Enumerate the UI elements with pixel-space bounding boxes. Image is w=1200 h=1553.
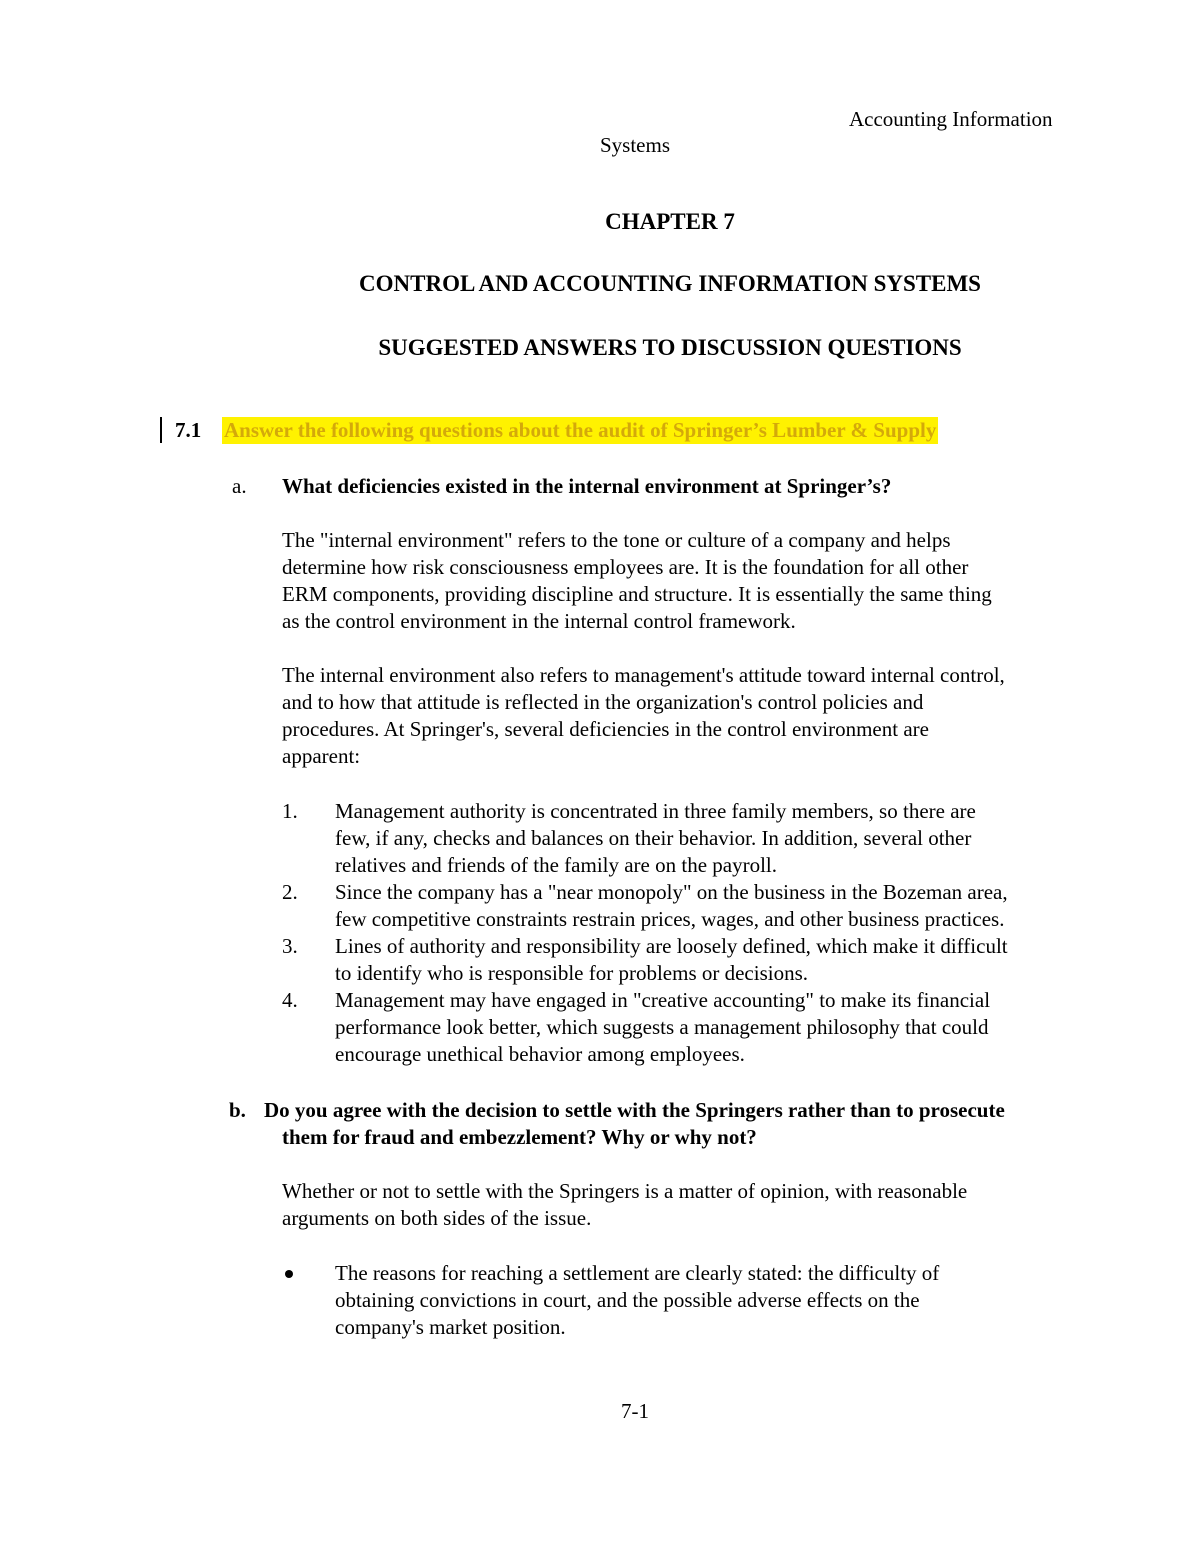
part-a-question: What deficiencies existed in the internal environment at Springer’s? (282, 474, 892, 498)
part-a-para1-line2: determine how risk consciousness employees are. It is the foundation for all other (282, 555, 969, 579)
question-text-highlighted: Answer the following questions about the audit of Springer’s Lumber & Supply (224, 418, 937, 442)
list-item-line: Since the company has a "near monopoly" on the business in the Bozeman area, (335, 880, 1008, 904)
part-a-para2-line1: The internal environment also refers to management's attitude toward internal control, (282, 663, 1005, 687)
list-item-line: relatives and friends of the family are on the payroll. (335, 853, 778, 877)
list-item-line: Lines of authority and responsibility are loosely defined, which make it difficult (335, 934, 1008, 958)
list-item-line: Management authority is concentrated in three family members, so there are (335, 799, 976, 823)
part-b-question-line2: them for fraud and embezzlement? Why or why not? (282, 1125, 757, 1149)
list-item-number: 2. (282, 880, 298, 904)
section-subtitle: SUGGESTED ANSWERS TO DISCUSSION QUESTIONS (378, 335, 962, 360)
running-header-line1: Accounting Information (849, 107, 1053, 131)
part-b-para1-line2: arguments on both sides of the issue. (282, 1206, 592, 1230)
question-number: 7.1 (175, 418, 202, 442)
list-item-number: 4. (282, 988, 298, 1012)
bullet-line: The reasons for reaching a settlement are clearly stated: the difficulty of (335, 1261, 940, 1285)
list-item-line: to identify who is responsible for problems or decisions. (335, 961, 809, 985)
part-b-label: b. (229, 1098, 246, 1122)
part-b-question-line1: Do you agree with the decision to settle with the Springers rather than to prosecute (264, 1098, 1005, 1122)
bullet-line: obtaining convictions in court, and the possible adverse effects on the (335, 1288, 920, 1312)
running-header-line2: Systems (600, 133, 671, 157)
part-a-para2-line3: procedures. At Springer's, several deficiencies in the control environment are (282, 717, 929, 741)
chapter-heading: CHAPTER 7 (605, 209, 735, 234)
list-item-number: 3. (282, 934, 298, 958)
page-number: 7-1 (621, 1399, 649, 1423)
change-bar (160, 417, 162, 443)
part-a-label: a. (232, 474, 247, 498)
list-item-line: few, if any, checks and balances on their behavior. In addition, several other (335, 826, 972, 850)
bullet-icon (285, 1270, 293, 1278)
part-a-para2-line4: apparent: (282, 744, 361, 768)
list-item-line: performance look better, which suggests a management philosophy that could (335, 1015, 989, 1039)
list-item-line: encourage unethical behavior among employees. (335, 1042, 745, 1066)
part-a-para1-line3: ERM components, providing discipline and structure. It is essentially the same thing (282, 582, 992, 606)
part-a-para1-line1: The "internal environment" refers to the tone or culture of a company and helps (282, 528, 951, 552)
chapter-title: CONTROL AND ACCOUNTING INFORMATION SYSTEMS (359, 271, 981, 296)
list-item-line: Management may have engaged in "creative accounting" to make its financial (335, 988, 991, 1012)
list-item-line: few competitive constraints restrain prices, wages, and other business practices. (335, 907, 1005, 931)
list-item-number: 1. (282, 799, 298, 823)
part-a-para1-line4: as the control environment in the internal control framework. (282, 609, 796, 633)
bullet-line: company's market position. (335, 1315, 566, 1339)
part-b-para1-line1: Whether or not to settle with the Springers is a matter of opinion, with reasonable (282, 1179, 968, 1203)
part-a-para2-line2: and to how that attitude is reflected in the organization's control policies and (282, 690, 924, 714)
